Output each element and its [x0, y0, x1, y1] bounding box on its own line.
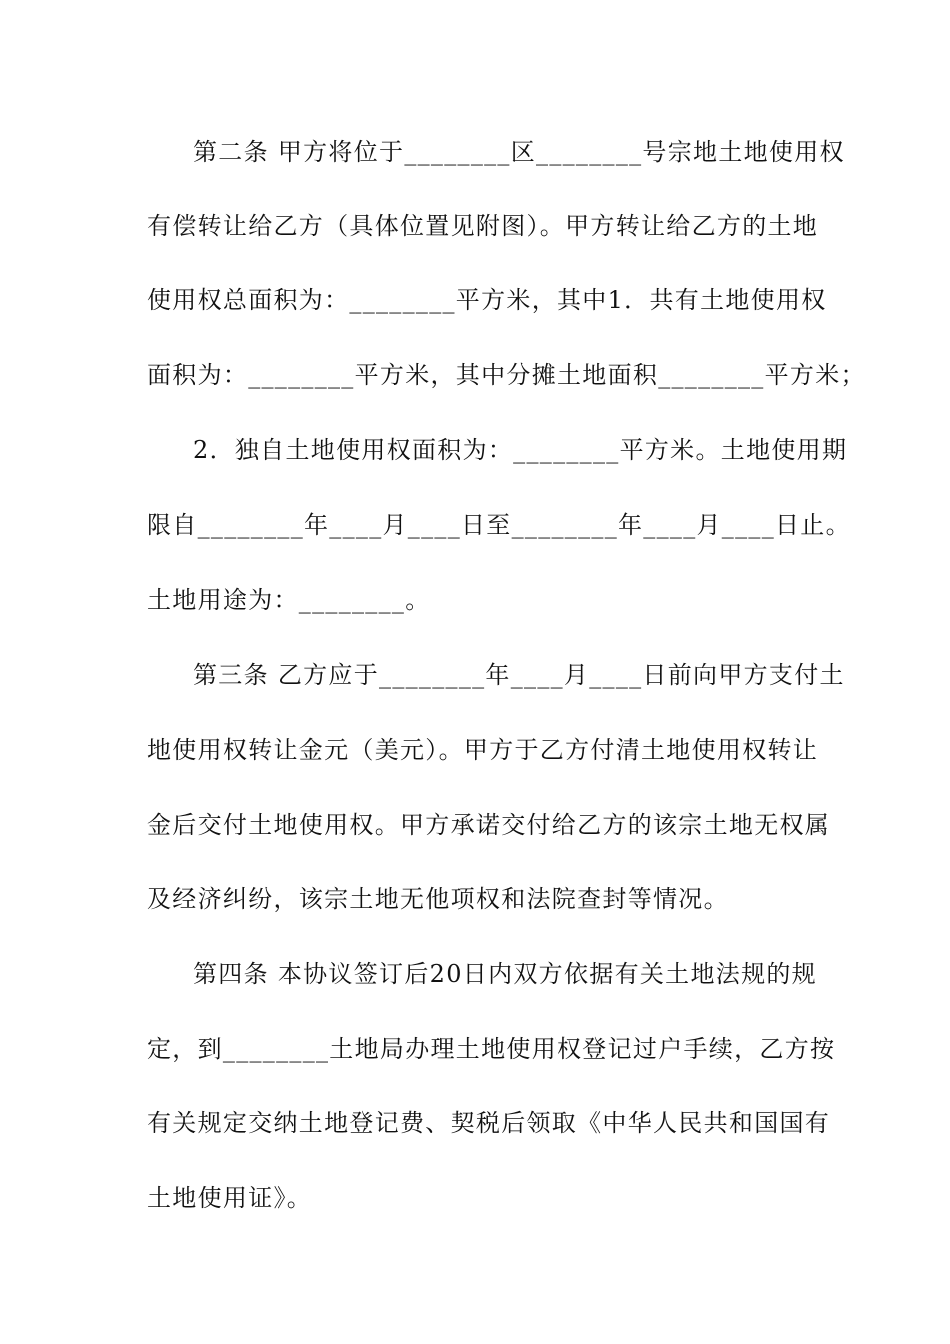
article-3-line-2: 地使用权转让金元（美元）。甲方于乙方付清土地使用权转让: [147, 736, 819, 764]
article-4-line-3: 有关规定交纳土地登记费、契税后领取《中华人民共和国国有: [147, 1109, 831, 1137]
article-2-line-3: 使用权总面积为：________平方米，其中1．共有土地使用权: [147, 286, 827, 314]
article-2-line-5: 2．独自土地使用权面积为：________平方米。土地使用期: [193, 436, 848, 464]
article-2-line-1: 第二条 甲方将位于________区________号宗地土地使用权: [193, 138, 845, 166]
article-4-line-1: 第四条 本协议签订后20日内双方依据有关土地法规的规: [193, 960, 817, 988]
article-3-line-3: 金后交付土地使用权。甲方承诺交付给乙方的该宗土地无权属: [147, 811, 831, 839]
article-2-line-4: 面积为：________平方米，其中分摊土地面积________平方米；: [147, 361, 866, 389]
article-2-line-7: 土地用途为：________。: [147, 586, 431, 614]
article-2-line-6: 限自________年____月____日至________年____月____日止。: [147, 511, 851, 539]
article-2-line-2: 有偿转让给乙方（具体位置见附图）。甲方转让给乙方的土地: [147, 212, 819, 240]
article-4-line-2: 定，到________土地局办理土地使用权登记过户手续，乙方按: [147, 1035, 836, 1063]
article-4-line-4: 土地使用证》。: [147, 1184, 313, 1212]
article-3-line-4: 及经济纠纷，该宗土地无他项权和法院查封等情况。: [147, 885, 729, 913]
article-3-line-1: 第三条 乙方应于________年____月____日前向甲方支付土: [193, 661, 845, 689]
